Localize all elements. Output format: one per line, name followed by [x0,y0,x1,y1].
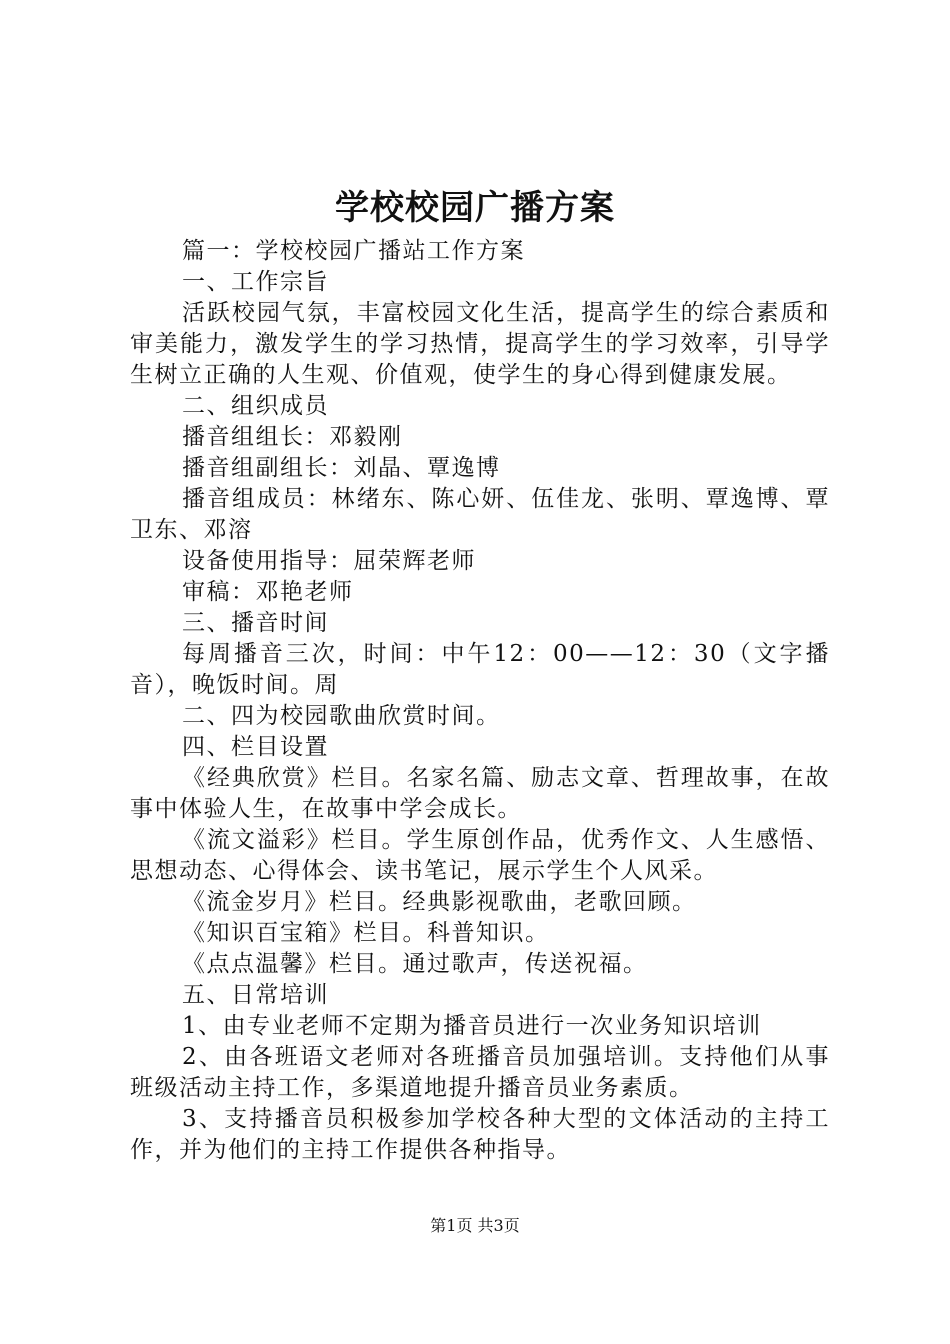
paragraph: 《点点温馨》栏目。通过歌声，传送祝福。 [182,951,648,977]
paragraph: 《知识百宝箱》栏目。科普知识。 [182,920,550,946]
section-heading: 三、播音时间 [182,610,329,636]
paragraph: 《经典欣赏》栏目。名家名篇、励志文章、哲理故事，在故事中体验人生，在故事中学会成长。 [130,765,830,822]
paragraph: 篇一：学校校园广播站工作方案 [182,238,525,264]
paragraph: 《流文溢彩》栏目。学生原创作品，优秀作文、人生感悟、思想动态、心得体会、读书笔记，展示学生个人风采。 [130,827,830,884]
paragraph: 播音组成员：林绪东、陈心妍、伍佳龙、张明、覃逸博、覃卫东、邓溶 [130,486,830,543]
paragraph: 3、支持播音员积极参加学校各种大型的文体活动的主持工作，并为他们的主持工作提供各种指导。 [130,1106,830,1163]
paragraph: 设备使用指导：屈荣辉老师 [182,548,476,574]
paragraph: 2、由各班语文老师对各班播音员加强培训。支持他们从事班级活动主持工作，多渠道地提升播音员业务素质。 [130,1044,830,1101]
paragraph: 《流金岁月》栏目。经典影视歌曲，老歌回顾。 [182,889,697,915]
paragraph: 播音组副组长：刘晶、覃逸博 [182,455,501,481]
paragraph: 活跃校园气氛，丰富校园文化生活，提高学生的综合素质和审美能力，激发学生的学习热情，提高学生的学习效率，引导学生树立正确的人生观、价值观，使学生的身心得到健康发展。 [130,300,830,388]
section-heading: 四、栏目设置 [182,734,329,760]
document-title: 学校校园广播方案 [335,188,615,228]
document-body [130,236,830,1166]
section-heading: 五、日常培训 [182,982,329,1008]
paragraph: 播音组组长：邓毅刚 [182,424,403,450]
page-footer: 第1页 共3页 [430,1216,520,1235]
paragraph: 二、四为校园歌曲欣赏时间。 [182,703,501,729]
paragraph: 每周播音三次，时间：中午12：00——12：30（文字播音），晚饭时间。周 [130,641,830,698]
section-heading: 二、组织成员 [182,393,329,419]
paragraph: 1、由专业老师不定期为播音员进行一次业务知识培训 [182,1013,762,1039]
paragraph: 审稿：邓艳老师 [182,579,354,605]
section-heading: 一、工作宗旨 [182,269,329,295]
